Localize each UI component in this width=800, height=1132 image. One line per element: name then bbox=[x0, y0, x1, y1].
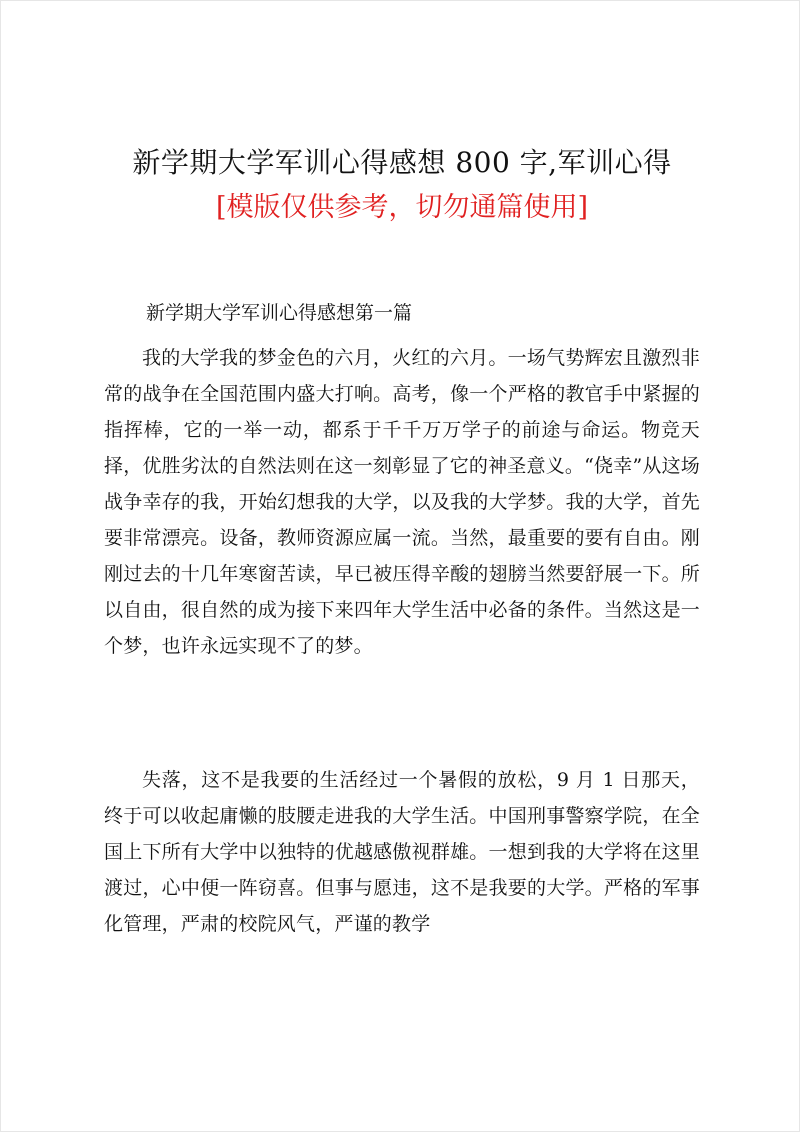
document-page bbox=[104, 138, 700, 935]
document-title: 新学期大学军训心得感想 800 字,军训心得 bbox=[132, 146, 672, 179]
body-paragraph: 我的大学我的梦金色的六月，火红的六月。一场气势辉宏且激烈非常的战争在全国范围内盛大打响。高考，像一个严格的教官手中紧握的指挥棒，它的一举一动，都系于千千万万学子的前途与命运。物竞天择，优胜劣汰的自然法则在这一刻彰显了它的神圣意义。“侥幸”从这场战争幸存的我，开始幻想我的大学，以及我的大学梦。我的大学，首先要非常漂亮。设备，教师资源应属一流。当然，最重要的要有自由。刚刚过去的十几年寒窗苦读，早已被压得辛酸的翅膀当然要舒展一下。所以自由，很自然的成为接下来四年大学生活中必备的条件。当然这是一个梦，也许永远实现不了的梦。 bbox=[104, 347, 700, 657]
body-paragraph: 失落，这不是我要的生活经过一个暑假的放松，9 月 1 日那天，终于可以收起庸懒的肢腰走进我的大学生活。中国刑事警察学院，在全国上下所有大学中以独特的优越感傲视群雄。一想到我的大学将在这里渡过，心中便一阵窃喜。但事与愿违，这不是我要的大学。严格的军事化管理，严肃的校院风气，严谨的教学 bbox=[104, 769, 700, 935]
template-notice: [模版仅供参考，切勿通篇使用] bbox=[215, 192, 589, 223]
section-heading: 新学期大学军训心得感想第一篇 bbox=[146, 302, 413, 324]
